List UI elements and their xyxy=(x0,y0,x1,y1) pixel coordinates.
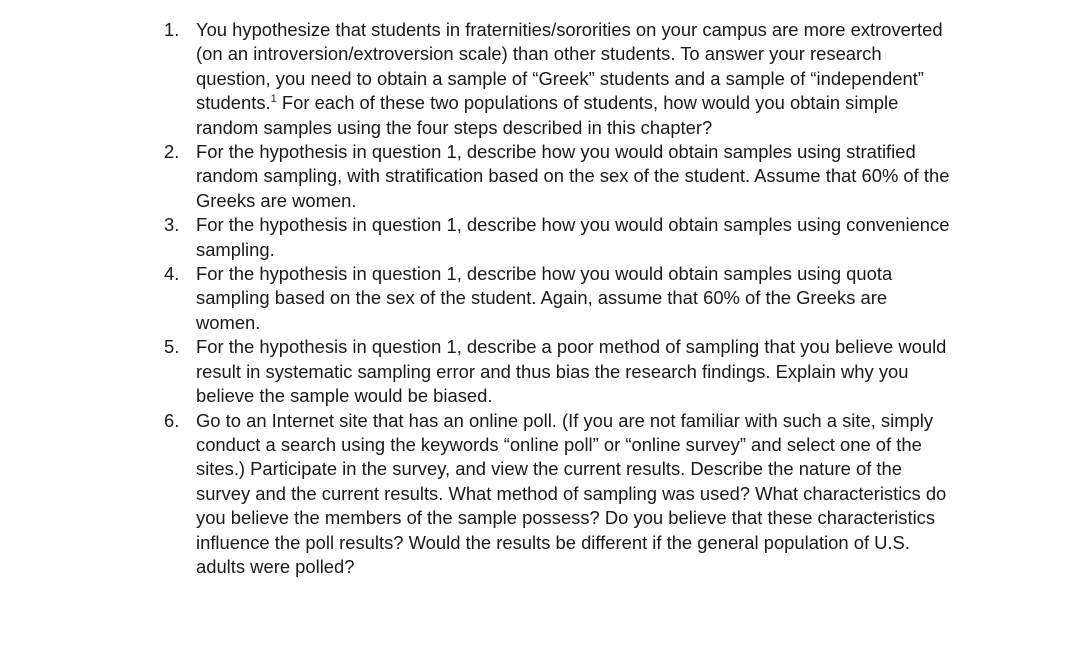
question-item-2 xyxy=(160,140,950,213)
question-text: Go to an Internet site that has an online poll. (If you are not familiar with such a site, simply conduct a search using the keywords “online poll” or “online survey” and select one of the sites.) Participate in the survey, and view the current results. Describe the nature of the survey and the current results. What method of sampling was used? What characteristics do you believe the members of the sample possess? Do you believe that these characteristics influence the poll results? Would the results be different if the general population of U.S. adults were polled? xyxy=(196,409,947,577)
question-number: 4. xyxy=(164,263,180,285)
question-item-3 xyxy=(160,213,950,262)
question-text: For the hypothesis in question 1, describe how you would obtain samples using convenience sampling. xyxy=(196,214,950,260)
question-number: 2. xyxy=(164,141,180,163)
footnote-marker: 1 xyxy=(270,93,277,106)
question-item-5 xyxy=(160,335,950,408)
question-list xyxy=(160,18,950,579)
question-item-6 xyxy=(160,409,950,580)
question-item-4 xyxy=(160,262,950,335)
question-item-1 xyxy=(160,18,950,140)
question-text xyxy=(196,18,950,140)
question-number: 1. xyxy=(164,19,180,40)
question-number: 3. xyxy=(164,214,180,236)
question-number: 6. xyxy=(164,409,180,431)
question-text: For the hypothesis in question 1, describe how you would obtain samples using quota sampling based on the sex of the student. Again, assume that 60% of the Greeks are women. xyxy=(196,263,893,333)
question-number: 5. xyxy=(164,336,180,358)
question-text-part: For each of these two populations of students, how would you obtain simple random samples using the four steps described in this chapter? xyxy=(196,92,899,138)
question-text: For the hypothesis in question 1, describe a poor method of sampling that you believe would result in systematic sampling error and thus bias the research findings. Explain why you believe the sample would be biased. xyxy=(196,336,947,407)
question-text: For the hypothesis in question 1, describe how you would obtain samples using stratified random sampling, with stratification based on the sex of the student. Assume that 60% of the Greeks are women. xyxy=(196,141,950,211)
question-text-part: You hypothesize that students in fraternities/sororities on your campus are more extroverted (on an introversion/extroversion scale) than other students. To answer your research question, you need to obtain a sample of “Greek” students and a sample of “independent” students. xyxy=(196,19,943,114)
